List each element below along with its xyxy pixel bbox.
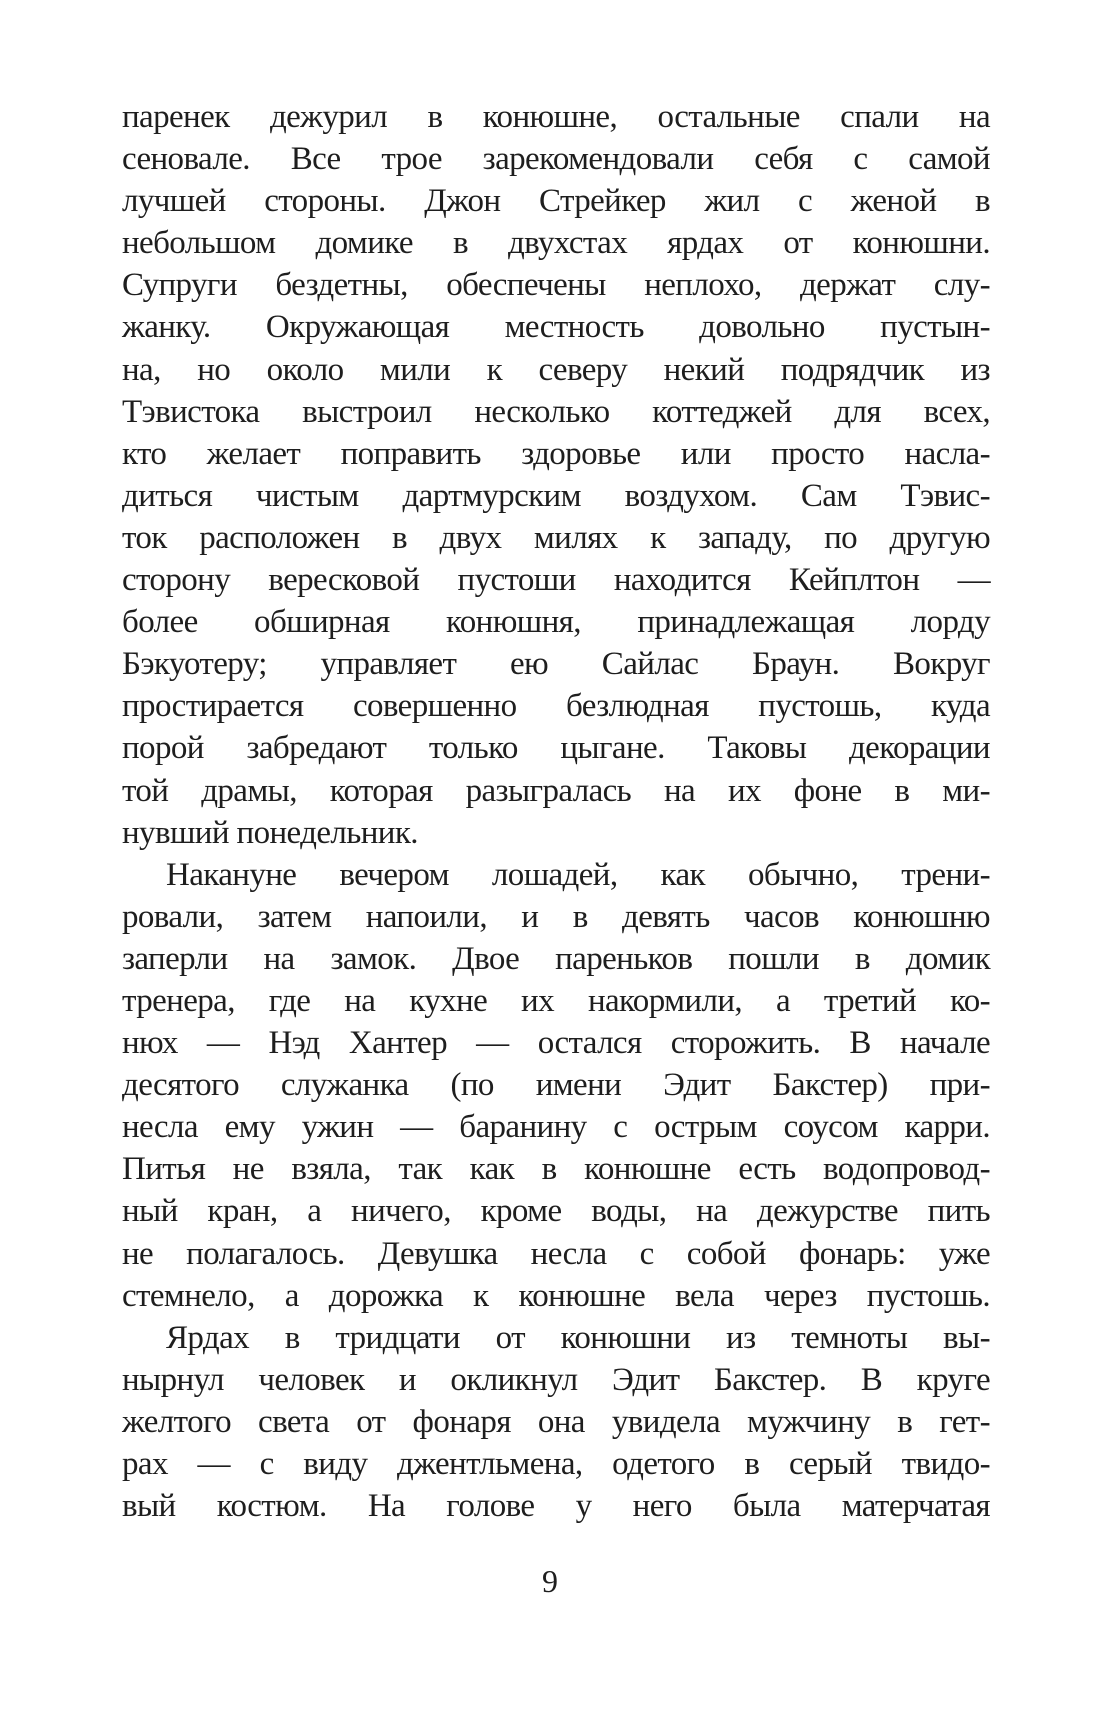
text-line: ровали, затем напоили, и в девять часов конюшню: [122, 898, 990, 935]
text-line: небольшом домике в двухстах ярдах от конюшни.: [122, 225, 990, 262]
text-line: сторону вересковой пустоши находится Кейплтон —: [122, 562, 990, 599]
text-line: нюх — Нэд Хантер — остался сторожить. В начале: [122, 1025, 990, 1062]
text-line: лучшей стороны. Джон Стрейкер жил с женой в: [122, 183, 990, 220]
paragraph-start-line: Накануне вечером лошадей, как обычно, трени-: [166, 856, 990, 893]
text-line: ток расположен в двух милях к западу, по другую: [122, 519, 990, 556]
text-line: той драмы, которая разыгралась на их фоне в ми-: [122, 772, 990, 809]
paragraph-end-line: нувший понедельник.: [122, 814, 418, 851]
text-line: не полагалось. Девушка несла с собой фонарь: уже: [122, 1235, 990, 1272]
text-line: на, но около мили к северу некий подрядчик из: [122, 351, 990, 388]
text-line: рах — с виду джентльмена, одетого в серый твидо-: [122, 1446, 990, 1482]
text-line: вый костюм. На голове у него была матерчатая: [122, 1488, 990, 1525]
text-line: более обширная конюшня, принадлежащая лорду: [122, 604, 990, 641]
text-line: жанку. Окружающая местность довольно пустын-: [122, 309, 990, 346]
text-line: простирается совершенно безлюдная пустошь, куда: [122, 688, 990, 725]
text-line: Питья не взяла, так как в конюшне есть водопровод-: [122, 1151, 990, 1188]
text-line: несла ему ужин — баранину с острым соусом карри.: [122, 1109, 990, 1146]
text-line: заперли на замок. Двое пареньков пошли в домик: [122, 940, 990, 977]
page-number: 9: [542, 1563, 558, 1599]
text-line: тренера, где на кухне их накормили, а третий ко-: [122, 982, 990, 1019]
text-line: нырнул человек и окликнул Эдит Бакстер. В круге: [122, 1361, 990, 1398]
body-text: [122, 96, 990, 1527]
text-line: сеновале. Все трое зарекомендовали себя с самой: [122, 141, 990, 178]
paragraph-end-line: стемнело, а дорожка к конюшне вела через пустошь.: [122, 1277, 990, 1314]
paragraph-start-line: Ярдах в тридцати от конюшни из темноты вы-: [166, 1319, 990, 1356]
text-line: ный кран, а ничего, кроме воды, на дежурстве пить: [122, 1193, 990, 1230]
text-line: десятого служанка (по имени Эдит Бакстер) при-: [122, 1067, 990, 1104]
text-line: кто желает поправить здоровье или просто насла-: [122, 435, 990, 472]
text-line: Тэвистока выстроил несколько коттеджей для всех,: [122, 393, 990, 430]
text-line: паренек дежурил в конюшне, остальные спали на: [122, 99, 990, 135]
text-line: желтого света от фонаря она увидела мужчину в гет-: [122, 1403, 990, 1440]
text-line: Супруги бездетны, обеспечены неплохо, держат слу-: [122, 267, 990, 304]
text-line: диться чистым дартмурским воздухом. Сам Тэвис-: [122, 477, 990, 514]
text-line: Бэкуотеру; управляет ею Сайлас Браун. Вокруг: [122, 646, 990, 683]
text-line: порой забредают только цыгане. Таковы декорации: [122, 730, 990, 767]
